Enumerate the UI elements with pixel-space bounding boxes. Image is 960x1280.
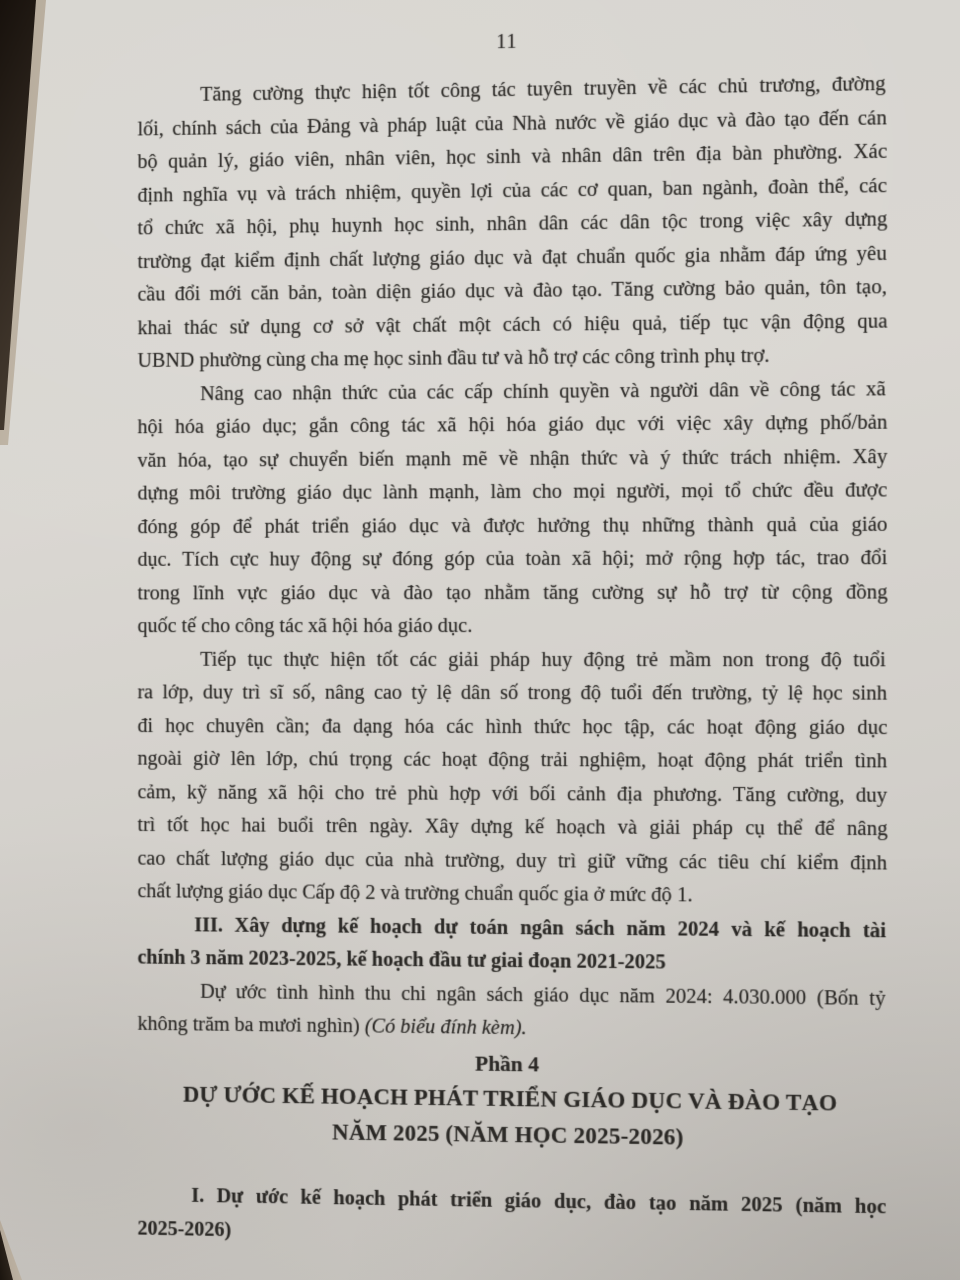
part-4-title-line-1: DỰ ƯỚC KẾ HOẠCH PHÁT TRIỂN GIÁO DỤC VÀ ĐÀO TẠO — [183, 1081, 838, 1116]
budget-paragraph — [138, 975, 885, 1050]
text-line: trì tốt học hai buổi trên ngày. Xây dựng kế hoạch và giải pháp cụ thể để nâng — [137, 814, 888, 841]
text-line: định nghĩa vụ và trách nhiệm, quyền lợi của các cơ quan, ban ngành, đoàn thể, các — [137, 174, 887, 207]
text-line: bộ quản lý, giáo viên, nhân viên, học sinh và nhân dân trên địa bàn phường. Xác — [137, 140, 888, 174]
text-line: cầu đổi mới căn bản, toàn diện giáo dục và đào tạo. Tăng cường bảo quản, tôn tạo, — [137, 276, 887, 306]
body-paragraph-2 — [137, 373, 888, 644]
page-content — [137, 19, 888, 1258]
text-line: trong lĩnh vực giáo dục và đào tạo nhằm tăng cường sự hỗ trợ từ cộng đồng — [137, 580, 888, 604]
text-line: cao chất lượng giáo dục của nhà trường, duy trì giữ vững các tiêu chí kiểm định — [137, 847, 888, 875]
heading-line: III. Xây dựng kế hoạch dự toán ngân sách năm 2024 và kế hoạch tài — [194, 913, 887, 942]
text-line: UBND phường cùng cha mẹ học sinh đầu tư và hỗ trợ các công trình phụ trợ. — [137, 344, 770, 372]
text-line: chất lượng giáo dục Cấp độ 2 và trường chuẩn quốc gia ở mức độ 1. — [137, 880, 693, 907]
text-line: dục. Tích cực huy động sự đóng góp của toàn xã hội; mở rộng hợp tác, trao đổi — [137, 546, 888, 571]
section-heading-iii — [138, 909, 885, 983]
heading-line: 2025-2026) — [137, 1217, 232, 1241]
text-line: đóng góp để phát triển giáo dục và được hưởng thụ những thành quả của giáo — [137, 513, 888, 538]
text-line: Tiếp tục thực hiện tốt các giải pháp huy động trẻ mầm non trong độ tuổi — [200, 648, 886, 671]
section-heading-i — [138, 1179, 885, 1259]
text-line: ra lớp, duy trì sĩ số, nâng cao tỷ lệ dân số trong độ tuổi đến trường, tỷ lệ học sinh — [137, 681, 888, 705]
page-number: 11 — [496, 30, 518, 54]
text-line: Tăng cường thực hiện tốt công tác tuyên truyền về các chủ trương, đường — [200, 72, 886, 106]
text-line: tổ chức xã hội, phụ huynh học sinh, nhân dân các dân tộc trong việc xây dựng — [137, 208, 888, 240]
text-line: cảm, kỹ năng xã hội cho trẻ phù hợp với bối cảnh địa phương. Tăng cường, duy — [137, 780, 888, 807]
attachment-note: (Có biểu đính kèm). — [364, 1015, 527, 1040]
text-line: lối, chính sách của Đảng và pháp luật của Nhà nước về giáo dục và đào tạo đến cán — [137, 106, 887, 140]
text-line: hội hóa giáo dục; gắn công tác xã hội hóa giáo dục với việc xây dựng phố/bản — [137, 411, 888, 439]
text-line: Dự ước tình hình thu chi ngân sách giáo dục năm 2024: 4.030.000 (Bốn tỷ — [200, 980, 886, 1010]
text-line: dựng môi trường giáo dục lành mạnh, làm cho mọi người, mọi tổ chức đều được — [137, 479, 888, 505]
text-line: ngoài giờ lên lớp, chú trọng các hoạt động trải nghiệm, hoạt động phát triển tình — [137, 747, 888, 773]
heading-line: I. Dự ước kế hoạch phát triển giáo dục, đào tạo năm 2025 (năm học — [191, 1184, 887, 1219]
part-4-label: Phần 4 — [475, 1051, 539, 1076]
text-line: trường đạt kiểm định chất lượng giáo dục và đạt chuẩn quốc gia nhằm đáp ứng yêu — [137, 242, 887, 273]
body-paragraph-3 — [137, 643, 888, 914]
body-paragraph-1 — [137, 68, 888, 379]
part-4-title-line-2: NĂM 2025 (NĂM HỌC 2025-2026) — [332, 1119, 684, 1150]
heading-line: chính 3 năm 2023-2025, kế hoạch đầu tư giai đoạn 2021-2025 — [137, 946, 666, 974]
text-line: khai thác sử dụng cơ sở vật chất một cách có hiệu quả, tiếp tục vận động qua — [137, 309, 888, 339]
text-line: Nâng cao nhận thức của các cấp chính quyền và người dân về công tác xã — [200, 377, 886, 405]
text-line: quốc tế cho công tác xã hội hóa giáo dục. — [137, 615, 473, 638]
text-line: đi học chuyên cần; đa dạng hóa các hình thức học tập, các hoạt động giáo dục — [137, 714, 888, 739]
text-line: không trăm ba mươi nghìn) (Có biểu đính kèm). — [137, 1012, 527, 1040]
text-line: văn hóa, tạo sự chuyển biến mạnh mẽ về nhận thức và ý thức trách nhiệm. Xây — [137, 445, 888, 472]
